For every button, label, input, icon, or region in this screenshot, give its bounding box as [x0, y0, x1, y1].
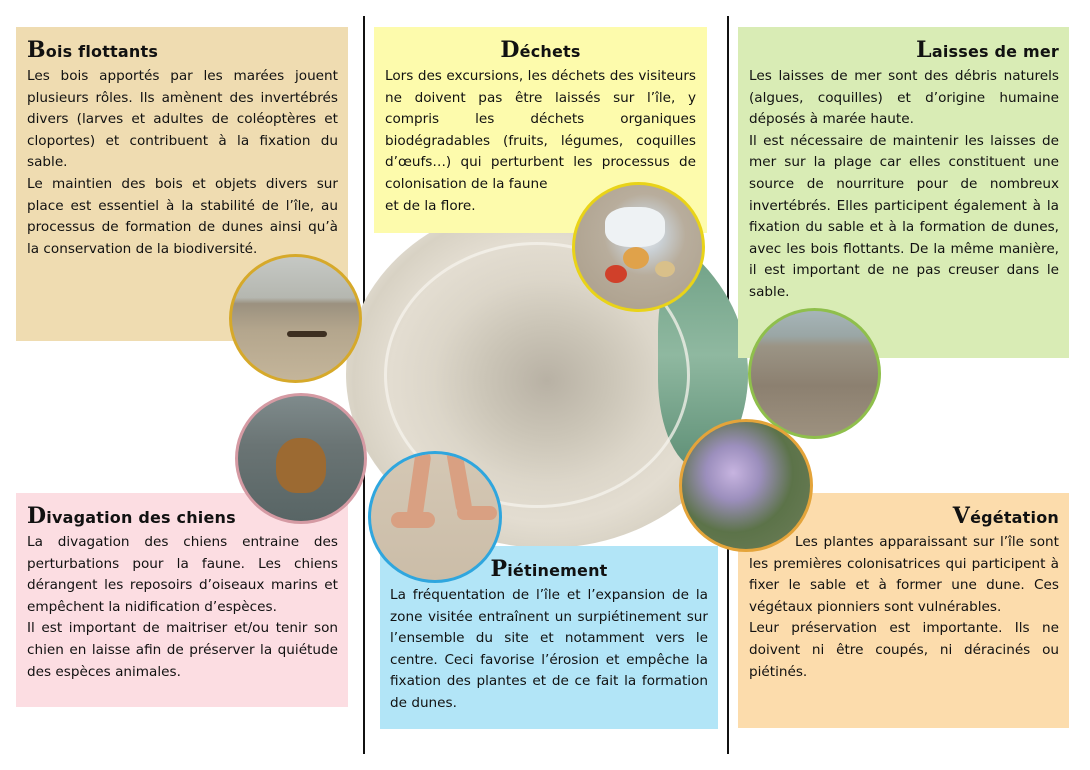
- food-waste-photo: [572, 182, 705, 312]
- panel-paragraph: Leur préservation est importante. Ils ne doivent ni être coupés, ni déracinés ou piétinés.: [749, 620, 1059, 680]
- foot: [457, 506, 497, 520]
- driftwood-log: [287, 331, 327, 337]
- panel-paragraph: et de la flore.: [385, 197, 476, 214]
- panel-paragraph: Les laisses de mer sont des débris naturels (algues, coquilles) et d’origine humaine déposés à marée haute.: [749, 68, 1059, 128]
- panel-title: Végétation: [952, 503, 1059, 529]
- panel-paragraph: La fréquentation de l’île et l’expansion de la zone visitée entraînent un surpiétinement sur l’ensemble du site et notamment vers le centre. Ceci favorise l’érosion et empêche la fixation des plantes et de ce fait la formation de dunes.: [390, 587, 708, 711]
- dog-in-water-photo: [235, 393, 367, 524]
- panel-paragraph: Le maintien des bois et objets divers sur place est essentiel à la stabilité de l’île, au processus de formation de dunes ainsi qu’à la conservation de la biodiversité.: [27, 175, 338, 257]
- tomato-piece: [605, 265, 627, 283]
- panel-title: Divagation des chiens: [27, 503, 236, 529]
- panel-paragraph: Il est nécessaire de maintenir les laisses de mer sur la plage car elles constituent une source de nourriture pour de nombreux invertébrés. Elles participent également à la fixation du sable et à la formation de dunes, avec les bois flottants. De la même manière, il est important de ne pas creuser dans le sable.: [749, 132, 1059, 300]
- panel-paragraph: Les plantes apparaissant sur l’île sont les premières colonisatrices qui participent à fixer le sable et à former une dune. Ces végétaux pionniers sont vulnérables.: [749, 534, 1059, 615]
- fruit-peel: [623, 247, 649, 269]
- eggshell: [655, 261, 675, 277]
- plastic-bag: [605, 207, 665, 247]
- panel-divagation-des-chiens: [16, 493, 348, 707]
- flowering-plant-photo: [679, 419, 813, 552]
- panel-title: Déchets: [500, 37, 581, 63]
- panel-laisses-de-mer: [738, 27, 1069, 358]
- panel-paragraph: Lors des excursions, les déchets des visiteurs ne doivent pas être laissés sur l’île, y compris les déchets organiques biodégradables (fruits, légumes, coquilles d’œufs…) qui perturbent les processus de colonisation de la faune: [385, 68, 696, 192]
- foot: [391, 512, 435, 528]
- panel-paragraph: Les bois apportés par les marées jouent plusieurs rôles. Ils amènent des invertébrés divers (larves et adultes de coléoptères et cloportes) et contribuent à la fixation du sable.: [27, 68, 338, 171]
- dog: [276, 438, 326, 493]
- panel-title: Laisses de mer: [916, 37, 1059, 63]
- panel-paragraph: La divagation des chiens entraine des perturbations pour la faune. Les chiens dérangent les reposoirs d’oiseaux marins et empêchent la nidification d’espèces.: [27, 534, 338, 615]
- panel-title: Bois flottants: [27, 37, 159, 63]
- leg: [406, 451, 432, 521]
- panel-title: Piétinement: [490, 556, 608, 582]
- tide-line-photo: [748, 308, 881, 439]
- bare-feet-photo: [368, 451, 502, 583]
- driftwood-beach-photo: [229, 254, 362, 383]
- panel-paragraph: Il est important de maitriser et/ou tenir son chien en laisse afin de préserver la quiétude des espèces animales.: [27, 620, 338, 680]
